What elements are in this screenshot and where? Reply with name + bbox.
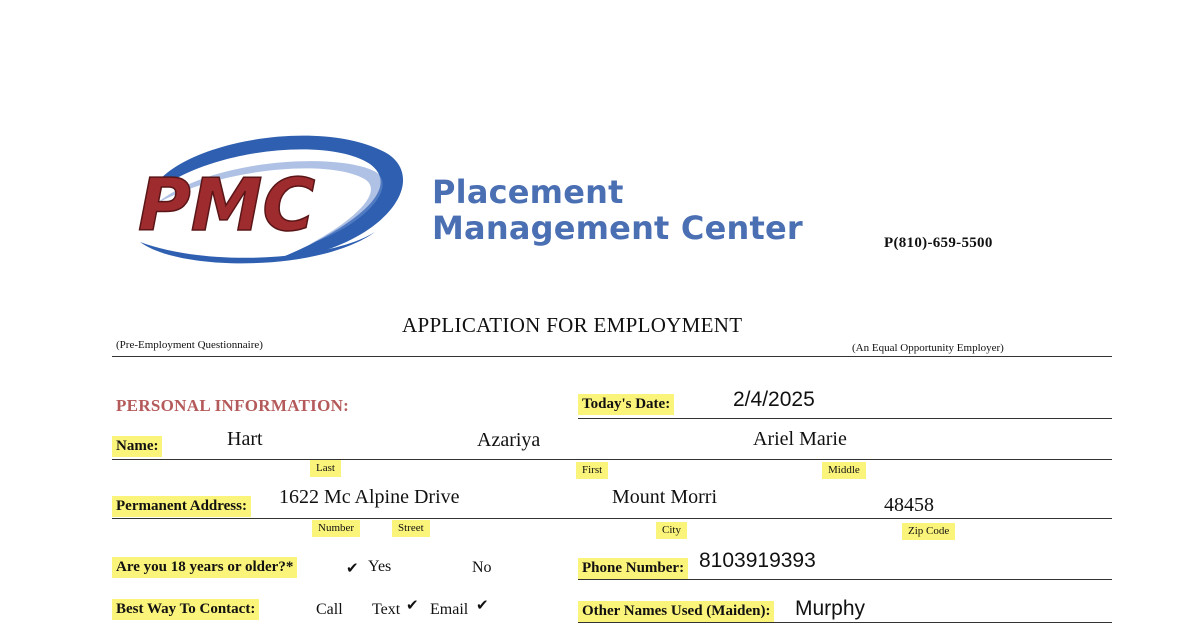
title-divider	[112, 356, 1112, 357]
city-value[interactable]: Mount Morri	[612, 486, 717, 508]
zip-code-value[interactable]: 48458	[884, 494, 934, 516]
address-line	[112, 518, 1112, 519]
todays-date-label: Today's Date:	[578, 394, 674, 415]
first-caption: First	[576, 462, 608, 479]
middle-name-value[interactable]: Ariel Marie	[753, 428, 847, 450]
street-caption: Street	[392, 520, 430, 537]
contact-text-checkmark[interactable]: ✔	[406, 596, 419, 614]
first-name-value[interactable]: Azariya	[477, 429, 541, 451]
company-name-line2: Management Center	[432, 209, 803, 247]
last-caption: Last	[310, 460, 341, 477]
contact-text-option[interactable]: Text	[372, 601, 401, 618]
name-line	[112, 459, 1112, 460]
form-title: APPLICATION FOR EMPLOYMENT	[402, 313, 743, 337]
contact-call-option[interactable]: Call	[316, 601, 343, 618]
permanent-address-label: Permanent Address:	[112, 496, 251, 517]
age-yes-option[interactable]: Yes	[368, 558, 392, 575]
form-subtitle-right: (An Equal Opportunity Employer)	[852, 342, 1004, 354]
contact-email-checkmark[interactable]: ✔	[476, 596, 489, 614]
contact-email-option[interactable]: Email	[430, 601, 469, 618]
phone-number-label: Phone Number:	[578, 558, 688, 579]
city-caption: City	[656, 522, 687, 539]
middle-caption: Middle	[822, 462, 866, 479]
company-name-line1: Placement	[432, 173, 624, 211]
age-question-label: Are you 18 years or older?*	[112, 557, 297, 578]
age-no-option[interactable]: No	[472, 559, 492, 576]
phone-number-value[interactable]: 8103919393	[699, 549, 816, 572]
todays-date-value[interactable]: 2/4/2025	[733, 388, 815, 411]
age-yes-checkmark[interactable]: ✔	[346, 559, 359, 577]
zip-code-caption: Zip Code	[902, 523, 955, 540]
pmc-logo	[120, 122, 420, 272]
logo-text: PMC	[138, 163, 316, 247]
form-subtitle-left: (Pre-Employment Questionnaire)	[116, 339, 263, 351]
other-names-label: Other Names Used (Maiden):	[578, 601, 774, 622]
best-way-to-contact-label: Best Way To Contact:	[112, 599, 259, 620]
street-address-value[interactable]: 1622 Mc Alpine Drive	[279, 486, 460, 508]
company-phone: P(810)-659-5500	[884, 235, 993, 251]
phone-number-line	[578, 579, 1112, 580]
section-title-personal-info: PERSONAL INFORMATION:	[116, 396, 350, 415]
other-names-line	[578, 622, 1112, 623]
name-label: Name:	[112, 436, 162, 457]
todays-date-line	[578, 418, 1112, 419]
other-names-value[interactable]: Murphy	[795, 597, 866, 620]
last-name-value[interactable]: Hart	[227, 428, 263, 450]
number-caption: Number	[312, 520, 360, 537]
